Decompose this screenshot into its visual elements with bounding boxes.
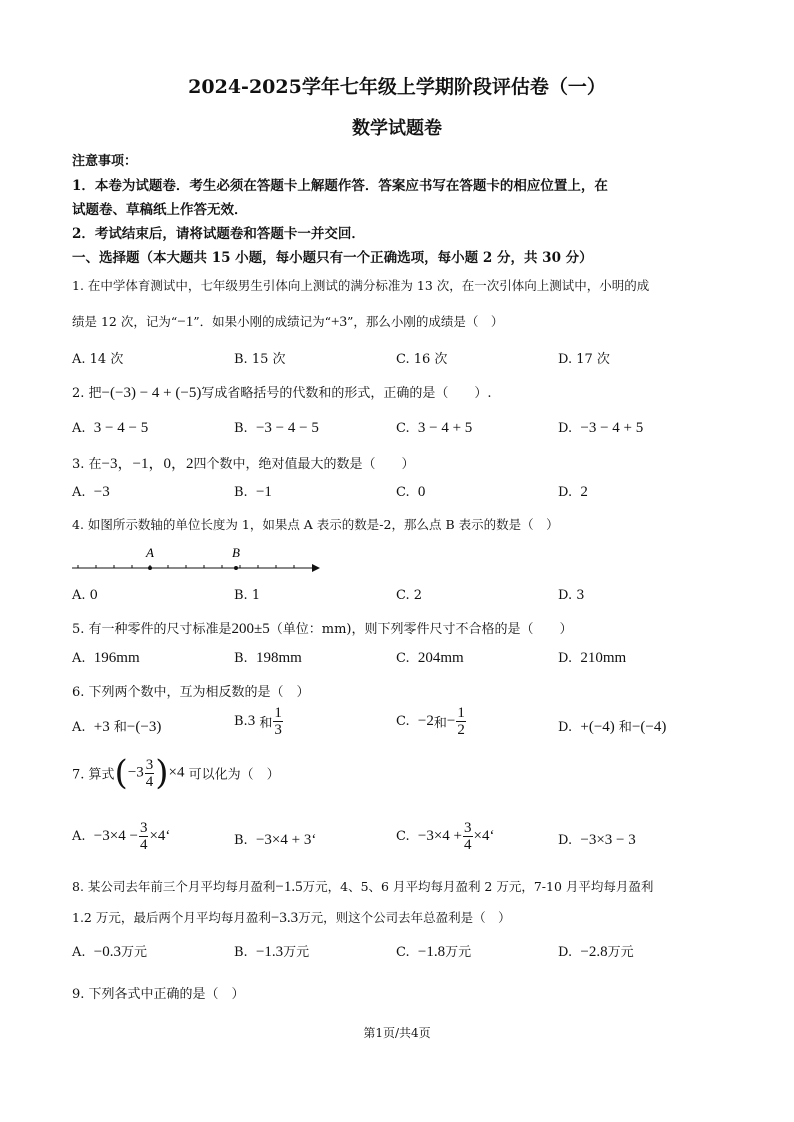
- option-label: C.: [396, 945, 410, 960]
- q5-option-b: [234, 650, 302, 667]
- option-expression: 3 − 4 − 5: [93, 420, 149, 436]
- option-label: C.: [396, 485, 410, 500]
- q1-text-a: 绩是 12 次，记为“: [72, 314, 178, 329]
- option-value: 210mm: [580, 650, 627, 666]
- q6-option-c: [396, 705, 467, 738]
- q1-text-b: ”．如果小刚的成绩记为“: [193, 314, 331, 329]
- option-label: C.: [396, 714, 410, 729]
- option-unit: 万元: [607, 945, 634, 960]
- option-label: B.: [234, 833, 248, 848]
- q8-math: −1.5: [275, 879, 303, 895]
- option-math: −3×4 + 3‘: [255, 832, 317, 848]
- question-8-line-2: [72, 908, 511, 927]
- option-label: A.: [72, 945, 86, 960]
- q5-suffix: （单位：mm)，则下列零件尺寸不合格的是（ ）: [269, 622, 573, 637]
- option-label: C.: [396, 421, 410, 436]
- fraction: [456, 705, 466, 738]
- q1-math-plus-three: +3: [331, 314, 347, 330]
- option-math: ×4‘: [473, 828, 495, 844]
- option-expression: −1: [255, 484, 272, 500]
- option-expression: −3 − 4 − 5: [255, 420, 319, 436]
- number-line-figure: [68, 544, 328, 580]
- q7-option-c: [396, 820, 495, 853]
- option-value: −2.8: [580, 944, 608, 960]
- q6-option-b: [234, 705, 284, 738]
- option-value: 204mm: [417, 650, 464, 666]
- option-math: −3×4 −: [93, 828, 138, 844]
- q8-option-b: [234, 941, 309, 961]
- q7-tail: ×4: [168, 764, 185, 781]
- option-unit: 万元: [283, 945, 310, 960]
- q6-option-a: [72, 716, 161, 736]
- option-label: B.: [234, 651, 248, 666]
- q2-suffix: 写成省略括号的代数和的形式，正确的是（ ）.: [201, 386, 492, 401]
- q4-option-a: A. 0: [72, 588, 98, 603]
- option-value: −1.8: [417, 944, 446, 960]
- fraction-denominator: 4: [139, 837, 148, 853]
- q8-text: 万元，4、5、6 月平均每月盈利 2 万元，7-10 月平均每月盈利: [302, 879, 654, 894]
- option-connector: 和: [259, 716, 273, 731]
- section-1-heading: 一、选择题（本大题共 15 小题，每小题只有一个正确选项，每小题 2 分，共 30 分）: [72, 250, 593, 266]
- q3-option-b: [234, 484, 272, 501]
- option-value: 196mm: [93, 650, 140, 666]
- fraction: [463, 820, 473, 853]
- q4-option-b: B. 1: [234, 588, 261, 603]
- q5-option-c: [396, 650, 464, 667]
- option-connector: 和: [433, 716, 447, 731]
- notice-item-2: 2．考试结束后，请将试题卷和答题卡一并交回．: [72, 226, 365, 242]
- q7-option-d: [558, 832, 636, 849]
- option-label: B.: [234, 421, 248, 436]
- notice-item-1-line-1: 1．本卷为试题卷．考生必须在答题卡上解题作答．答案应书写在答题卡的相应位置上，在: [72, 178, 608, 194]
- q2-option-a: [72, 420, 148, 437]
- q1-math-minus-one: −1: [177, 314, 194, 330]
- option-math: −(−3): [126, 719, 162, 735]
- option-value: 198mm: [255, 650, 302, 666]
- q7-integer-part: −3: [127, 764, 144, 781]
- q3-suffix: 四个数中，绝对值最大的数是（ ）: [193, 457, 415, 472]
- q5-prefix: 5. 有一种零件的尺寸标准是: [72, 622, 232, 637]
- q1-option-c: C. 16 次: [396, 352, 448, 367]
- q1-text-c: ”，那么小刚的成绩是（ ）: [346, 314, 504, 329]
- question-3: [72, 452, 414, 473]
- q4-option-c: C. 2: [396, 588, 423, 603]
- option-math: −3×3 − 3: [580, 832, 636, 848]
- q1-option-a: A. 14 次: [72, 352, 124, 367]
- option-expression: 3 − 4 + 5: [417, 420, 473, 436]
- option-label: D.: [558, 945, 573, 960]
- q4-option-d: D. 3: [558, 588, 585, 603]
- q2-option-d: [558, 420, 643, 437]
- option-label: B.: [234, 945, 248, 960]
- option-label: D.: [558, 421, 573, 436]
- q5-option-d: [558, 650, 626, 667]
- question-6: 6. 下列两个数中，互为相反数的是（ ）: [72, 685, 310, 700]
- option-expression: 0: [417, 484, 426, 500]
- q1-option-b: B. 15 次: [234, 352, 286, 367]
- option-unit: 万元: [121, 945, 148, 960]
- fraction-numerator: 3: [139, 820, 148, 836]
- left-paren: (: [114, 753, 128, 793]
- q7-suffix: 可以化为（ ）: [188, 767, 280, 783]
- option-label: D.: [558, 485, 573, 500]
- option-label: C.: [396, 829, 410, 844]
- q8-text: 8. 某公司去年前三个月平均每月盈利: [72, 879, 276, 894]
- option-label: A.: [72, 829, 86, 844]
- q5-option-a: [72, 650, 140, 667]
- question-7: [72, 753, 280, 793]
- fraction-numerator: 1: [274, 705, 282, 721]
- question-8-line-1: [72, 877, 653, 896]
- option-value: −0.3: [93, 944, 122, 960]
- q2-expression: −(−3) − 4 + (−5): [101, 385, 202, 401]
- notice-item-1-line-2: 试题卷、草稿纸上作答无效．: [72, 202, 248, 218]
- q8-text: 万元，则这个公司去年总盈利是（ ）: [298, 910, 511, 925]
- right-paren: ): [155, 753, 169, 793]
- option-label: B.: [234, 485, 248, 500]
- option-label: A.: [72, 720, 86, 735]
- notice-heading: 注意事项：: [72, 154, 138, 169]
- exam-title: 2024-2025学年七年级上学期阶段评估卷（一）: [188, 76, 606, 98]
- fraction-denominator: 2: [457, 722, 465, 738]
- question-1-line-1: 1. 在中学体育测试中，七年级男生引体向上测试的满分标准为 13 次，在一次引体向上测试中，小明的成: [72, 278, 650, 293]
- q7-prefix: 7. 算式: [72, 767, 115, 783]
- q2-option-b: [234, 420, 319, 437]
- q8-math: −3.3: [270, 910, 299, 926]
- option-expression: −3: [93, 484, 110, 500]
- page-number: 第1页/共4页: [363, 1026, 431, 1040]
- q7-option-b: [234, 832, 316, 849]
- fraction: [273, 705, 283, 738]
- fraction-denominator: 4: [464, 837, 472, 853]
- question-4: 4. 如图所示数轴的单位长度为 1，如果点 A 表示的数是-2，那么点 B 表示的数是（ ）: [72, 517, 559, 532]
- point-b-label: B: [232, 545, 240, 560]
- q8-option-a: [72, 941, 147, 961]
- option-math: −(−4): [631, 719, 667, 735]
- option-connector: 和: [113, 720, 127, 735]
- q3-prefix: 3. 在: [72, 457, 102, 472]
- fraction-denominator: 4: [145, 773, 154, 790]
- option-label: A.: [72, 651, 86, 666]
- option-label: B.: [234, 714, 248, 729]
- q7-option-a: [72, 820, 170, 853]
- option-math: +(−4): [580, 719, 615, 735]
- question-9: 9. 下列各式中正确的是（ ）: [72, 987, 245, 1002]
- point-a-label: A: [146, 545, 154, 560]
- q2-option-c: [396, 420, 472, 437]
- q8-option-d: [558, 941, 634, 961]
- point-b-dot: [234, 566, 238, 570]
- option-unit: 万元: [445, 945, 472, 960]
- fraction: [145, 757, 155, 790]
- question-1-line-2: [72, 312, 503, 331]
- q6-option-d: [558, 716, 666, 736]
- option-label: D.: [558, 833, 573, 848]
- option-math: −2: [417, 713, 434, 729]
- q5-expression: 200±5: [231, 621, 270, 637]
- option-math: −3×4 +: [417, 828, 463, 844]
- fraction-numerator: 3: [145, 756, 154, 773]
- option-expression: −3 − 4 + 5: [580, 420, 644, 436]
- option-value: −1.3: [255, 944, 284, 960]
- exam-subtitle: 数学试题卷: [352, 118, 442, 139]
- option-math: ×4‘: [149, 828, 171, 844]
- number-line-arrow: [312, 564, 320, 572]
- q1-option-d: D. 17 次: [558, 352, 610, 367]
- option-label: A.: [72, 485, 86, 500]
- option-label: D.: [558, 720, 573, 735]
- q3-option-d: [558, 484, 588, 501]
- option-math: −: [446, 713, 456, 729]
- q2-prefix: 2. 把: [72, 386, 102, 401]
- option-connector: 和: [618, 720, 632, 735]
- q8-option-c: [396, 941, 471, 961]
- fraction-denominator: 3: [274, 722, 282, 738]
- option-math: +3: [93, 719, 110, 735]
- q3-option-c: [396, 484, 425, 501]
- q3-numbers: −3，−1，0，2: [101, 456, 194, 472]
- option-math: 3: [247, 713, 256, 729]
- question-5: [72, 618, 573, 638]
- option-label: C.: [396, 651, 410, 666]
- fraction: [139, 820, 149, 853]
- fraction-numerator: 3: [464, 820, 472, 836]
- q8-text: 1.2 万元，最后两个月平均每月盈利: [72, 910, 271, 925]
- q3-option-a: [72, 484, 110, 501]
- option-expression: 2: [580, 484, 588, 500]
- option-label: A.: [72, 421, 86, 436]
- option-label: D.: [558, 651, 573, 666]
- point-a-dot: [148, 566, 152, 570]
- question-2: [72, 382, 491, 402]
- fraction-numerator: 1: [457, 705, 465, 721]
